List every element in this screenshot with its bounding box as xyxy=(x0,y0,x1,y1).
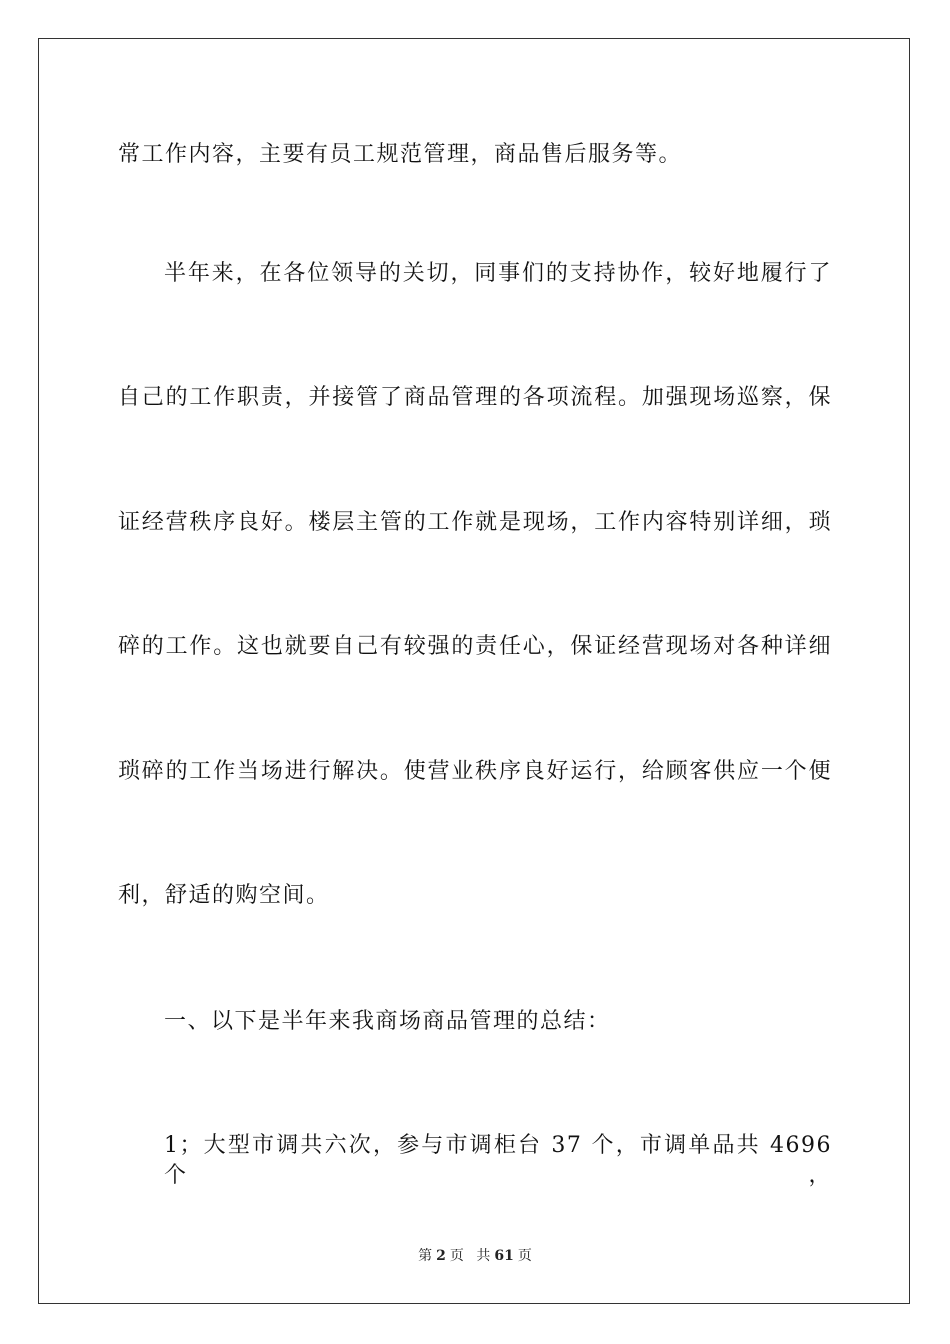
page-footer xyxy=(0,1247,950,1265)
footer-text: 共 xyxy=(476,1248,491,1264)
text-line: 常工作内容，主要有员工规范管理，商品售后服务等。 xyxy=(118,142,683,167)
text-line: 碎的工作。这也就要自己有较强的责任心，保证经营现场对各种详细 xyxy=(118,634,832,659)
page-border xyxy=(38,38,910,1304)
current-page-number: 2 xyxy=(436,1248,446,1264)
list-item: 1；大型市调共六次，参与市调柜台 37 个，市调单品共 4696 个， xyxy=(164,1133,832,1188)
text-line: 琐碎的工作当场进行解决。使营业秩序良好运行，给顾客供应一个便 xyxy=(118,759,832,784)
section-heading: 一、以下是半年来我商场商品管理的总结： xyxy=(164,1009,611,1034)
footer-text: 页 xyxy=(517,1248,532,1264)
total-page-number: 61 xyxy=(494,1248,514,1264)
text-line: 证经营秩序良好。楼层主管的工作就是现场，工作内容特别详细，琐 xyxy=(118,510,832,535)
total-pages-indicator xyxy=(474,1248,533,1264)
paragraph-first-line: 半年来，在各位领导的关切，同事们的支持协作，较好地履行了 xyxy=(164,261,832,286)
footer-text: 页 xyxy=(449,1248,464,1264)
text-line: 利，舒适的购空间。 xyxy=(118,883,330,908)
footer-text: 第 xyxy=(418,1248,433,1264)
page-indicator xyxy=(416,1248,470,1264)
text-line: 自己的工作职责，并接管了商品管理的各项流程。加强现场巡察，保 xyxy=(118,385,832,410)
